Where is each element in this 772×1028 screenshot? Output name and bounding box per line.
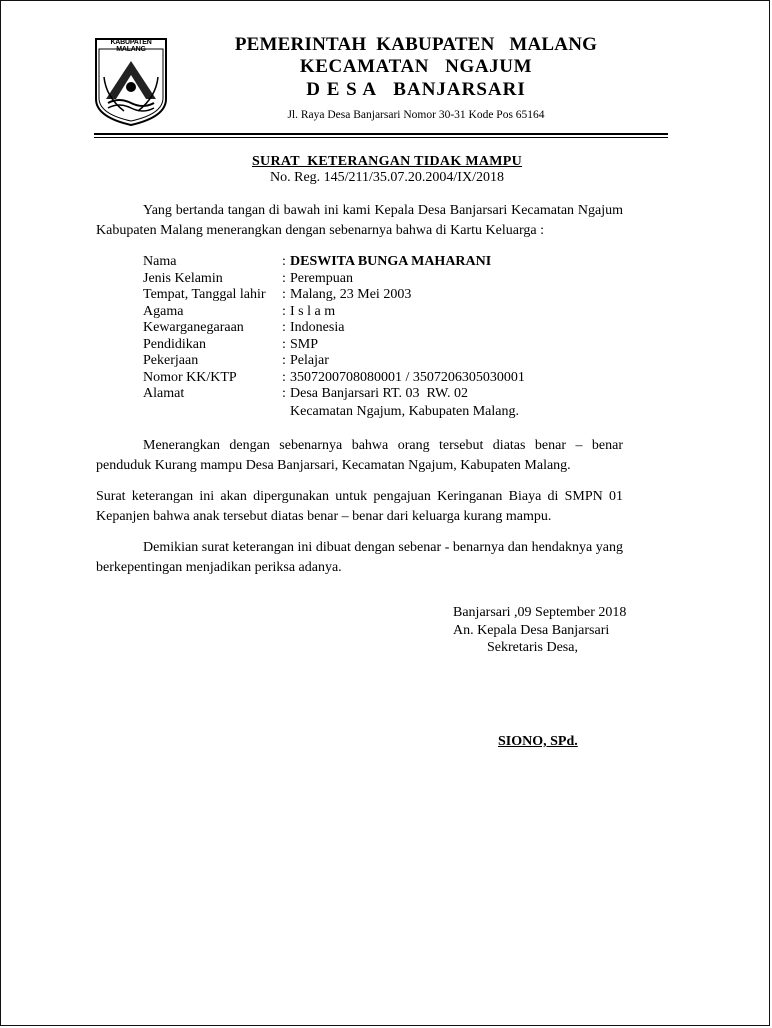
field-label: Pendidikan [143,336,206,352]
field-row-citizenship [143,320,525,337]
field-value-address-line2: Kecamatan Ngajum, Kabupaten Malang. [290,404,519,419]
field-label: Kewarganegaraan [143,320,244,335]
closing-paragraph: Demikian surat keterangan ini dibuat dengan sebenar - benarnya dan hendaknya yang berkepentingan menjadikan periksa adanya. [96,540,623,575]
purpose-paragraph: Surat keterangan ini akan dipergunakan untuk pengajuan Keringanan Biaya di SMPN 01 Kepanjen bahwa anak tersebut diatas benar – benar dari keluarga kurang mampu. [96,489,623,524]
regency-emblem-logo [94,37,168,127]
field-label: Nama [143,254,177,269]
field-label: Agama [143,303,184,319]
field-row-religion [143,304,525,321]
letterhead-address: Jl. Raya Desa Banjarsari Nomor 30-31 Kode Pos 65164 [287,109,545,121]
identity-fields [143,254,525,403]
signatory-name: SIONO, SPd. [498,734,578,749]
logo-label: KABUPATEN MALANG [110,39,152,53]
field-value-occupation: Pelajar [290,353,329,368]
field-separator: : [282,369,286,385]
field-separator: : [282,353,286,368]
field-separator: : [282,287,286,302]
field-separator: : [282,386,286,401]
field-separator: : [282,270,286,286]
signature-place-date: Banjarsari ,09 September 2018 [453,605,627,620]
field-row-education [143,337,525,354]
statement-paragraph: Menerangkan dengan sebenarnya bahwa orang tersebut diatas benar – benar penduduk Kurang mampu Desa Banjarsari, Kecamatan Ngajum, Kabupaten Malang. [96,438,623,473]
letterhead-government: PEMERINTAH KABUPATEN MALANG [234,34,598,55]
field-label: Pekerjaan [143,353,199,368]
header-divider-thick [94,133,668,135]
field-label: Tempat, Tanggal lahir [143,287,266,302]
intro-paragraph: Yang bertanda tangan di bawah ini kami Kepala Desa Banjarsari Kecamatan Ngajum Kabupaten Malang menerangkan dengan sebenarnya bahwa di Kartu Keluarga : [96,203,623,238]
field-separator: : [282,303,286,319]
field-separator: : [282,336,286,352]
field-label: Alamat [143,386,185,401]
field-label: Jenis Kelamin [143,270,223,286]
header-divider-thin [94,137,668,138]
field-value-citizenship: Indonesia [290,320,345,335]
registration-number: No. Reg. 145/211/35.07.20.2004/IX/2018 [270,170,504,185]
field-row-name [143,254,525,271]
field-value-id-number: 3507200708080001 / 3507206305030001 [290,369,525,385]
field-value-religion: I s l a m [290,303,336,319]
field-row-birth [143,287,525,304]
field-value-gender: Perempuan [290,270,353,286]
field-row-address [143,386,525,403]
signature-on-behalf: An. Kepala Desa Banjarsari [453,623,610,638]
field-value-education: SMP [290,336,319,352]
field-separator: : [282,320,286,335]
letterhead-district: KECAMATAN NGAJUM [299,56,533,77]
field-label: Nomor KK/KTP [143,369,237,385]
field-separator: : [282,254,286,269]
field-value-name: DESWITA BUNGA MAHARANI [290,254,492,269]
field-row-gender [143,271,525,288]
field-value-birth: Malang, 23 Mei 2003 [290,287,412,302]
field-value-address: Desa Banjarsari RT. 03 RW. 02 [290,386,469,401]
document-title: SURAT KETERANGAN TIDAK MAMPU [251,154,523,169]
signature-position: Sekretaris Desa, [487,640,578,655]
field-row-id-number [143,370,525,387]
field-row-occupation [143,353,525,370]
letterhead-village: D E S A BANJARSARI [306,79,526,100]
